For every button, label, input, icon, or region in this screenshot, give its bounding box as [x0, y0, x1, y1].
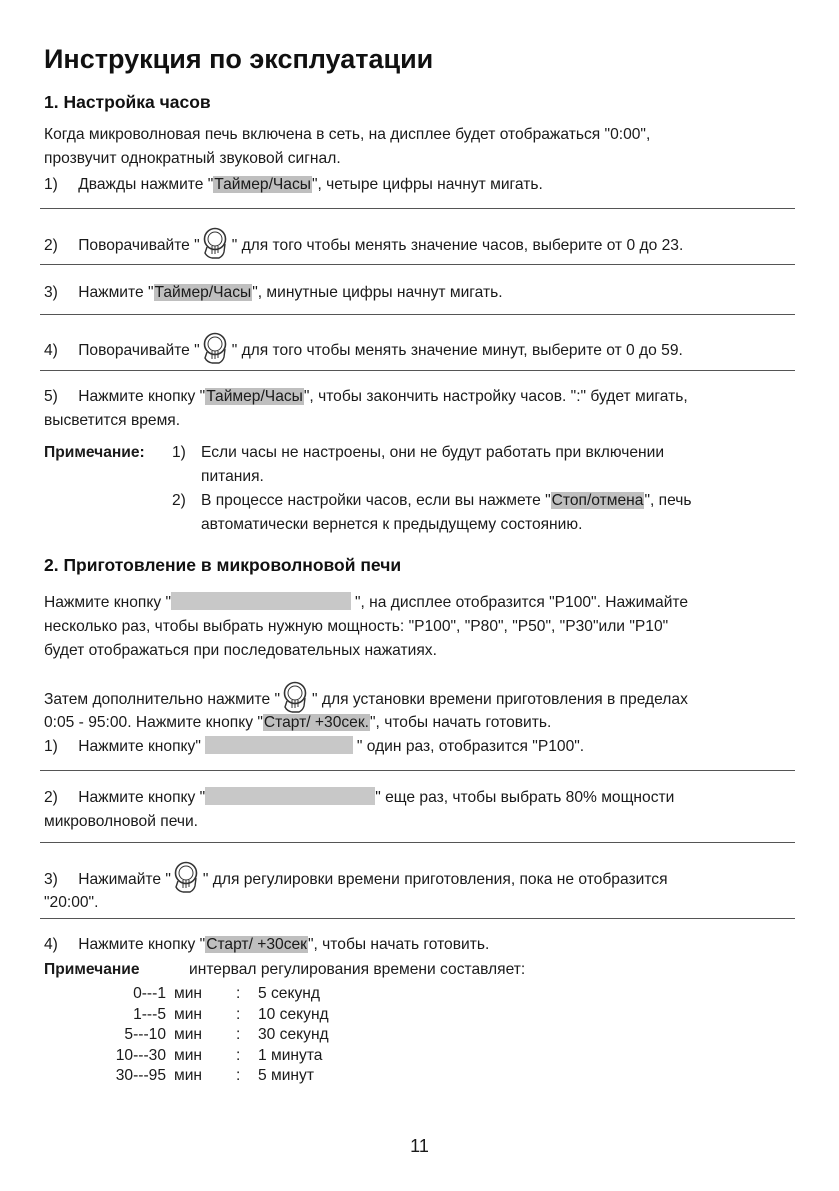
- range-cell: 0---1: [133, 985, 166, 1002]
- unit-cell: мин: [174, 1026, 203, 1043]
- note-text-pre: В процессе настройки часов, если вы нажмете ": [201, 492, 551, 509]
- step-number: 3): [44, 284, 58, 301]
- start-30sec-key: Старт/ +30сек.: [263, 714, 370, 731]
- step-number: 1): [44, 176, 58, 193]
- note-item-1-line-2: питания.: [201, 468, 264, 485]
- s2-paragraph-1-line-2: несколько раз, чтобы выбрать нужную мощность: "P100", "P80", "P50", "P30"или "P10": [44, 618, 669, 635]
- s1-step-3: [44, 282, 503, 304]
- paragraph-text-post: " для установки времени приготовления в пределах: [312, 691, 688, 708]
- step-number: 5): [44, 388, 58, 405]
- s2-step-3-line-2: "20:00".: [44, 894, 99, 911]
- s1-step-4: [44, 331, 683, 365]
- step-text-pre: Нажимайте ": [78, 871, 171, 888]
- s1-step-2: [44, 226, 683, 260]
- step-text-pre: Нажмите кнопку ": [78, 388, 206, 405]
- start-30sec-key: Старт/ +30сек: [206, 936, 307, 953]
- step-text-pre: Поворачивайте ": [78, 237, 200, 254]
- note-text-post: ", печь: [644, 492, 692, 509]
- separator-cell: :: [236, 1046, 241, 1064]
- microwave-key-blank: [205, 787, 375, 805]
- timer-clock-key: Таймер/Часы: [214, 176, 311, 193]
- paragraph-text-post: ", чтобы начать готовить.: [370, 714, 552, 731]
- page-title: Инструкция по эксплуатации: [44, 44, 434, 74]
- s2-paragraph-1-line-1: [44, 592, 688, 614]
- value-cell: 5 минут: [258, 1067, 314, 1084]
- separator-cell: :: [236, 1026, 241, 1043]
- note-item-2-line-1: [201, 490, 692, 512]
- section-1-intro-line-1: Когда микроволновая печь включена в сеть, на дисплее будет отображаться "0:00",: [44, 126, 651, 143]
- divider: [40, 370, 795, 371]
- step-text-post: " для того чтобы менять значение часов, выберите от 0 до 23.: [231, 237, 684, 254]
- dial-knob-hand-icon: [281, 680, 311, 714]
- divider: [40, 770, 795, 771]
- unit-cell: мин: [174, 1067, 203, 1084]
- step-text-post: " для регулировки времени приготовления, пока не отобразится: [202, 871, 668, 888]
- stop-cancel-key: Стоп/отмена: [551, 492, 644, 509]
- range-cell: 10---30: [115, 1046, 166, 1064]
- divider: [40, 842, 795, 843]
- s2-step-2: [44, 787, 674, 809]
- table-row: [96, 1066, 329, 1087]
- divider: [40, 208, 795, 209]
- step-text-post: " еще раз, чтобы выбрать 80% мощности: [375, 789, 675, 806]
- separator-cell: :: [236, 985, 241, 1002]
- note-item-1-line-1: Если часы не настроены, они не будут работать при включении: [201, 444, 665, 461]
- note-item-1-number: 1): [172, 444, 186, 461]
- step-text-post: ", чтобы закончить настройку часов. ":" будет мигать,: [303, 388, 688, 405]
- table-row: [96, 1046, 329, 1067]
- dial-knob-hand-icon: [201, 331, 231, 365]
- paragraph-text-pre: Затем дополнительно нажмите ": [44, 691, 281, 708]
- microwave-key-blank: [171, 592, 351, 610]
- s1-step-1: [44, 174, 543, 196]
- divider: [40, 264, 795, 265]
- table-row: [96, 1025, 329, 1046]
- timer-clock-key: Таймер/Часы: [154, 284, 252, 301]
- divider: [40, 918, 795, 919]
- page-number: 11: [410, 1136, 429, 1156]
- s2-step-2-line-2: микроволновой печи.: [44, 813, 199, 830]
- s1-step-5-line-2: высветится время.: [44, 412, 181, 429]
- range-cell: 30---95: [115, 1067, 166, 1084]
- step-text-pre: Нажмите ": [78, 284, 154, 301]
- step-text-post: " один раз, отобразится "P100".: [356, 738, 585, 755]
- step-number: 2): [44, 237, 58, 254]
- paragraph-text-pre: Нажмите кнопку ": [44, 594, 171, 611]
- time-interval-table: [96, 984, 329, 1087]
- paragraph-text-post: ", на дисплее отобразится "P100". Нажимайте: [354, 594, 689, 611]
- step-text-post: ", минутные цифры начнут мигать.: [252, 284, 503, 301]
- s2-paragraph-2-line-1: [44, 680, 688, 714]
- step-number: 3): [44, 871, 58, 888]
- note-text: интервал регулирования времени составляет:: [189, 961, 526, 978]
- step-text-pre: Поворачивайте ": [78, 342, 200, 359]
- s2-step-3: [44, 860, 668, 894]
- separator-cell: :: [236, 1067, 241, 1084]
- step-number: 1): [44, 738, 58, 755]
- value-cell: 10 секунд: [258, 1005, 329, 1023]
- value-cell: 30 секунд: [258, 1026, 329, 1043]
- note-label: Примечание:: [44, 444, 145, 461]
- microwave-key-blank: [205, 736, 353, 754]
- value-cell: 1 минута: [258, 1046, 323, 1064]
- s2-step-4: [44, 934, 489, 956]
- note-item-2-number: 2): [172, 492, 186, 509]
- section-1-heading: 1. Настройка часов: [44, 92, 211, 112]
- table-row: [96, 984, 329, 1005]
- step-number: 4): [44, 342, 58, 359]
- unit-cell: мин: [174, 985, 203, 1002]
- table-row: [96, 1005, 329, 1026]
- dial-knob-hand-icon: [201, 226, 231, 260]
- note-item-2-line-2: автоматически вернется к предыдущему состоянию.: [201, 516, 583, 533]
- step-text-post: ", чтобы начать готовить.: [307, 936, 490, 953]
- step-number: 4): [44, 936, 58, 953]
- timer-clock-key: Таймер/Часы: [206, 388, 303, 405]
- divider: [40, 314, 795, 315]
- step-number: 2): [44, 789, 58, 806]
- separator-cell: :: [236, 1005, 241, 1023]
- s1-step-5: [44, 386, 688, 408]
- unit-cell: мин: [174, 1005, 203, 1023]
- s2-paragraph-2-line-2: [44, 712, 551, 734]
- section-1-intro-line-2: прозвучит однократный звуковой сигнал.: [44, 150, 341, 167]
- note-label: Примечание: [44, 961, 140, 978]
- s2-step-1: [44, 736, 584, 758]
- range-cell: 1---5: [133, 1005, 166, 1023]
- s2-paragraph-1-line-3: будет отображаться при последовательных нажатиях.: [44, 642, 437, 659]
- step-text-post: " для того чтобы менять значение минут, выберите от 0 до 59.: [231, 342, 683, 359]
- unit-cell: мин: [174, 1046, 203, 1064]
- step-text-pre: Нажмите кнопку ": [78, 789, 206, 806]
- step-text-pre: Нажмите кнопку ": [78, 936, 206, 953]
- step-text-pre: Дважды нажмите ": [78, 176, 214, 193]
- paragraph-text-pre: 0:05 - 95:00. Нажмите кнопку ": [44, 714, 263, 731]
- step-text-pre: Нажмите кнопку": [78, 738, 201, 755]
- range-cell: 5---10: [124, 1026, 166, 1043]
- value-cell: 5 секунд: [258, 985, 320, 1002]
- section-2-heading: 2. Приготовление в микроволновой печи: [44, 555, 402, 575]
- dial-knob-hand-icon: [172, 860, 202, 894]
- step-text-post: ", четыре цифры начнут мигать.: [311, 176, 543, 193]
